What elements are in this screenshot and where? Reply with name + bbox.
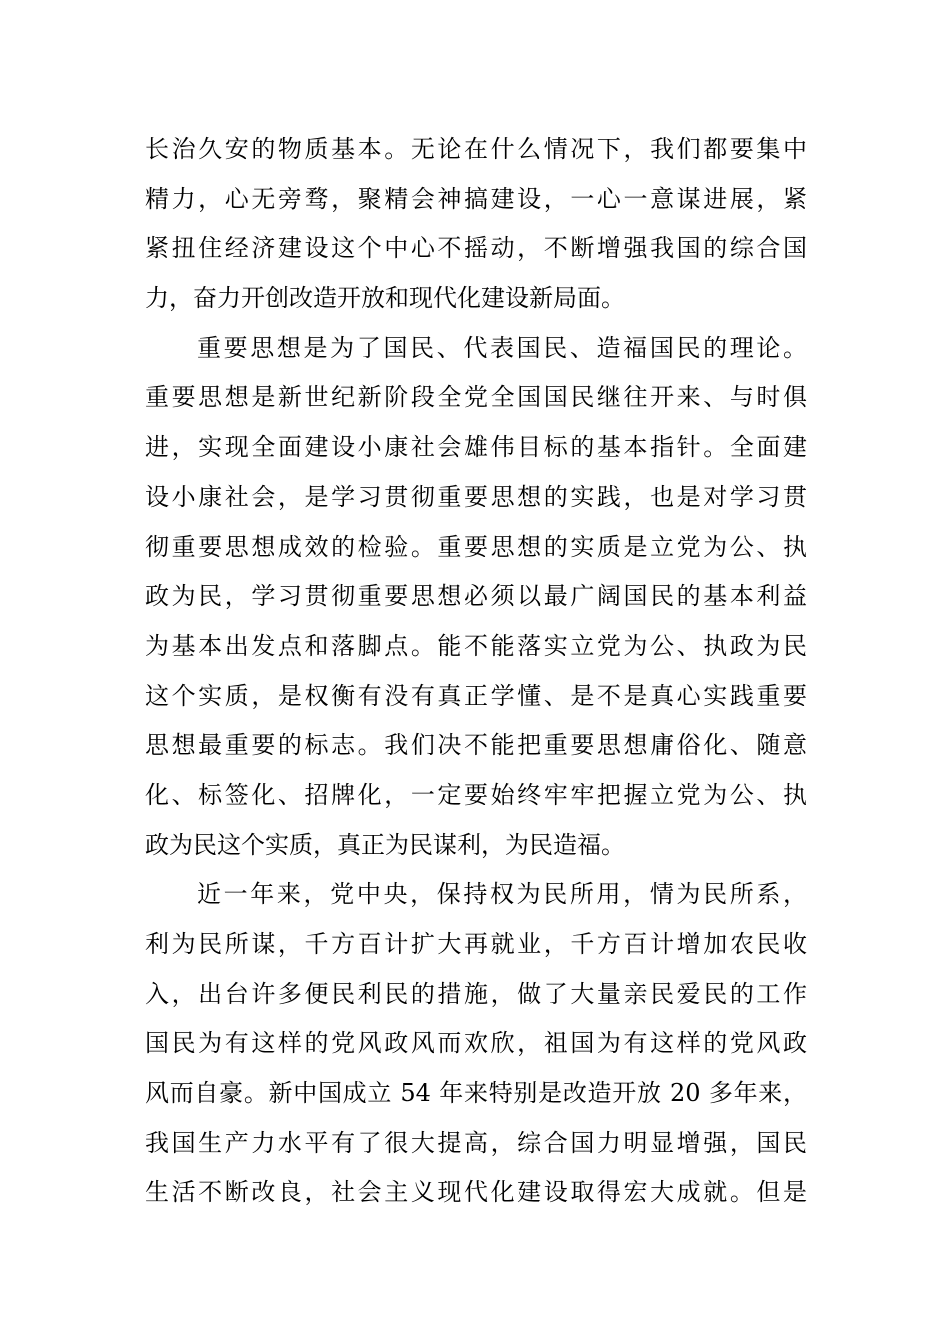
text-line: 重要思想是新世纪新阶段全党全国国民继往开来、与时俱 <box>145 383 807 412</box>
text-line: 力，奋力开创改造开放和现代化建设新局面。 <box>145 284 625 313</box>
paragraph-first-line: 近一年来，党中央，保持权为民所用，情为民所系， <box>197 880 807 909</box>
text-line: 风而自豪。新中国成立 54 年来特别是改造开放 20 多年来， <box>145 1079 807 1108</box>
text-line: 思想最重要的标志。我们决不能把重要思想庸俗化、随意 <box>145 731 807 760</box>
text-line: 为基本出发点和落脚点。能不能落实立党为公、执政为民 <box>145 631 807 660</box>
text-line: 这个实质，是权衡有没有真正学懂、是不是真心实践重要 <box>145 681 807 710</box>
text-line: 化、标签化、招牌化，一定要始终牢牢把握立党为公、执 <box>145 780 807 809</box>
text-line: 入，出台许多便民利民的措施，做了大量亲民爱民的工作 <box>145 979 807 1008</box>
text-line: 长治久安的物质基本。无论在什么情况下，我们都要集中 <box>145 135 807 163</box>
paragraph-first-line: 重要思想是为了国民、代表国民、造福国民的理论。 <box>197 333 807 362</box>
text-line: 精力，心无旁骛，聚精会神搞建设，一心一意谋进展，紧 <box>145 184 807 213</box>
text-line: 我国生产力水平有了很大提高，综合国力明显增强，国民 <box>145 1128 807 1157</box>
text-line: 利为民所谋，千方百计扩大再就业，千方百计增加农民收 <box>145 930 807 958</box>
text-line: 国民为有这样的党风政风而欢欣，祖国为有这样的党风政 <box>145 1029 807 1058</box>
text-line: 政为民这个实质，真正为民谋利，为民造福。 <box>145 830 625 859</box>
text-line: 进，实现全面建设小康社会雄伟目标的基本指针。全面建 <box>145 433 807 462</box>
text-line: 设小康社会，是学习贯彻重要思想的实践，也是对学习贯 <box>145 482 807 511</box>
text-line: 生活不断改良，社会主义现代化建设取得宏大成就。但是 <box>145 1178 807 1207</box>
text-line: 紧扭住经济建设这个中心不摇动，不断增强我国的综合国 <box>145 234 807 263</box>
document-body <box>145 125 807 1218</box>
text-line: 政为民，学习贯彻重要思想必须以最广阔国民的基本利益 <box>145 582 807 611</box>
text-line: 彻重要思想成效的检验。重要思想的实质是立党为公、执 <box>145 532 807 561</box>
